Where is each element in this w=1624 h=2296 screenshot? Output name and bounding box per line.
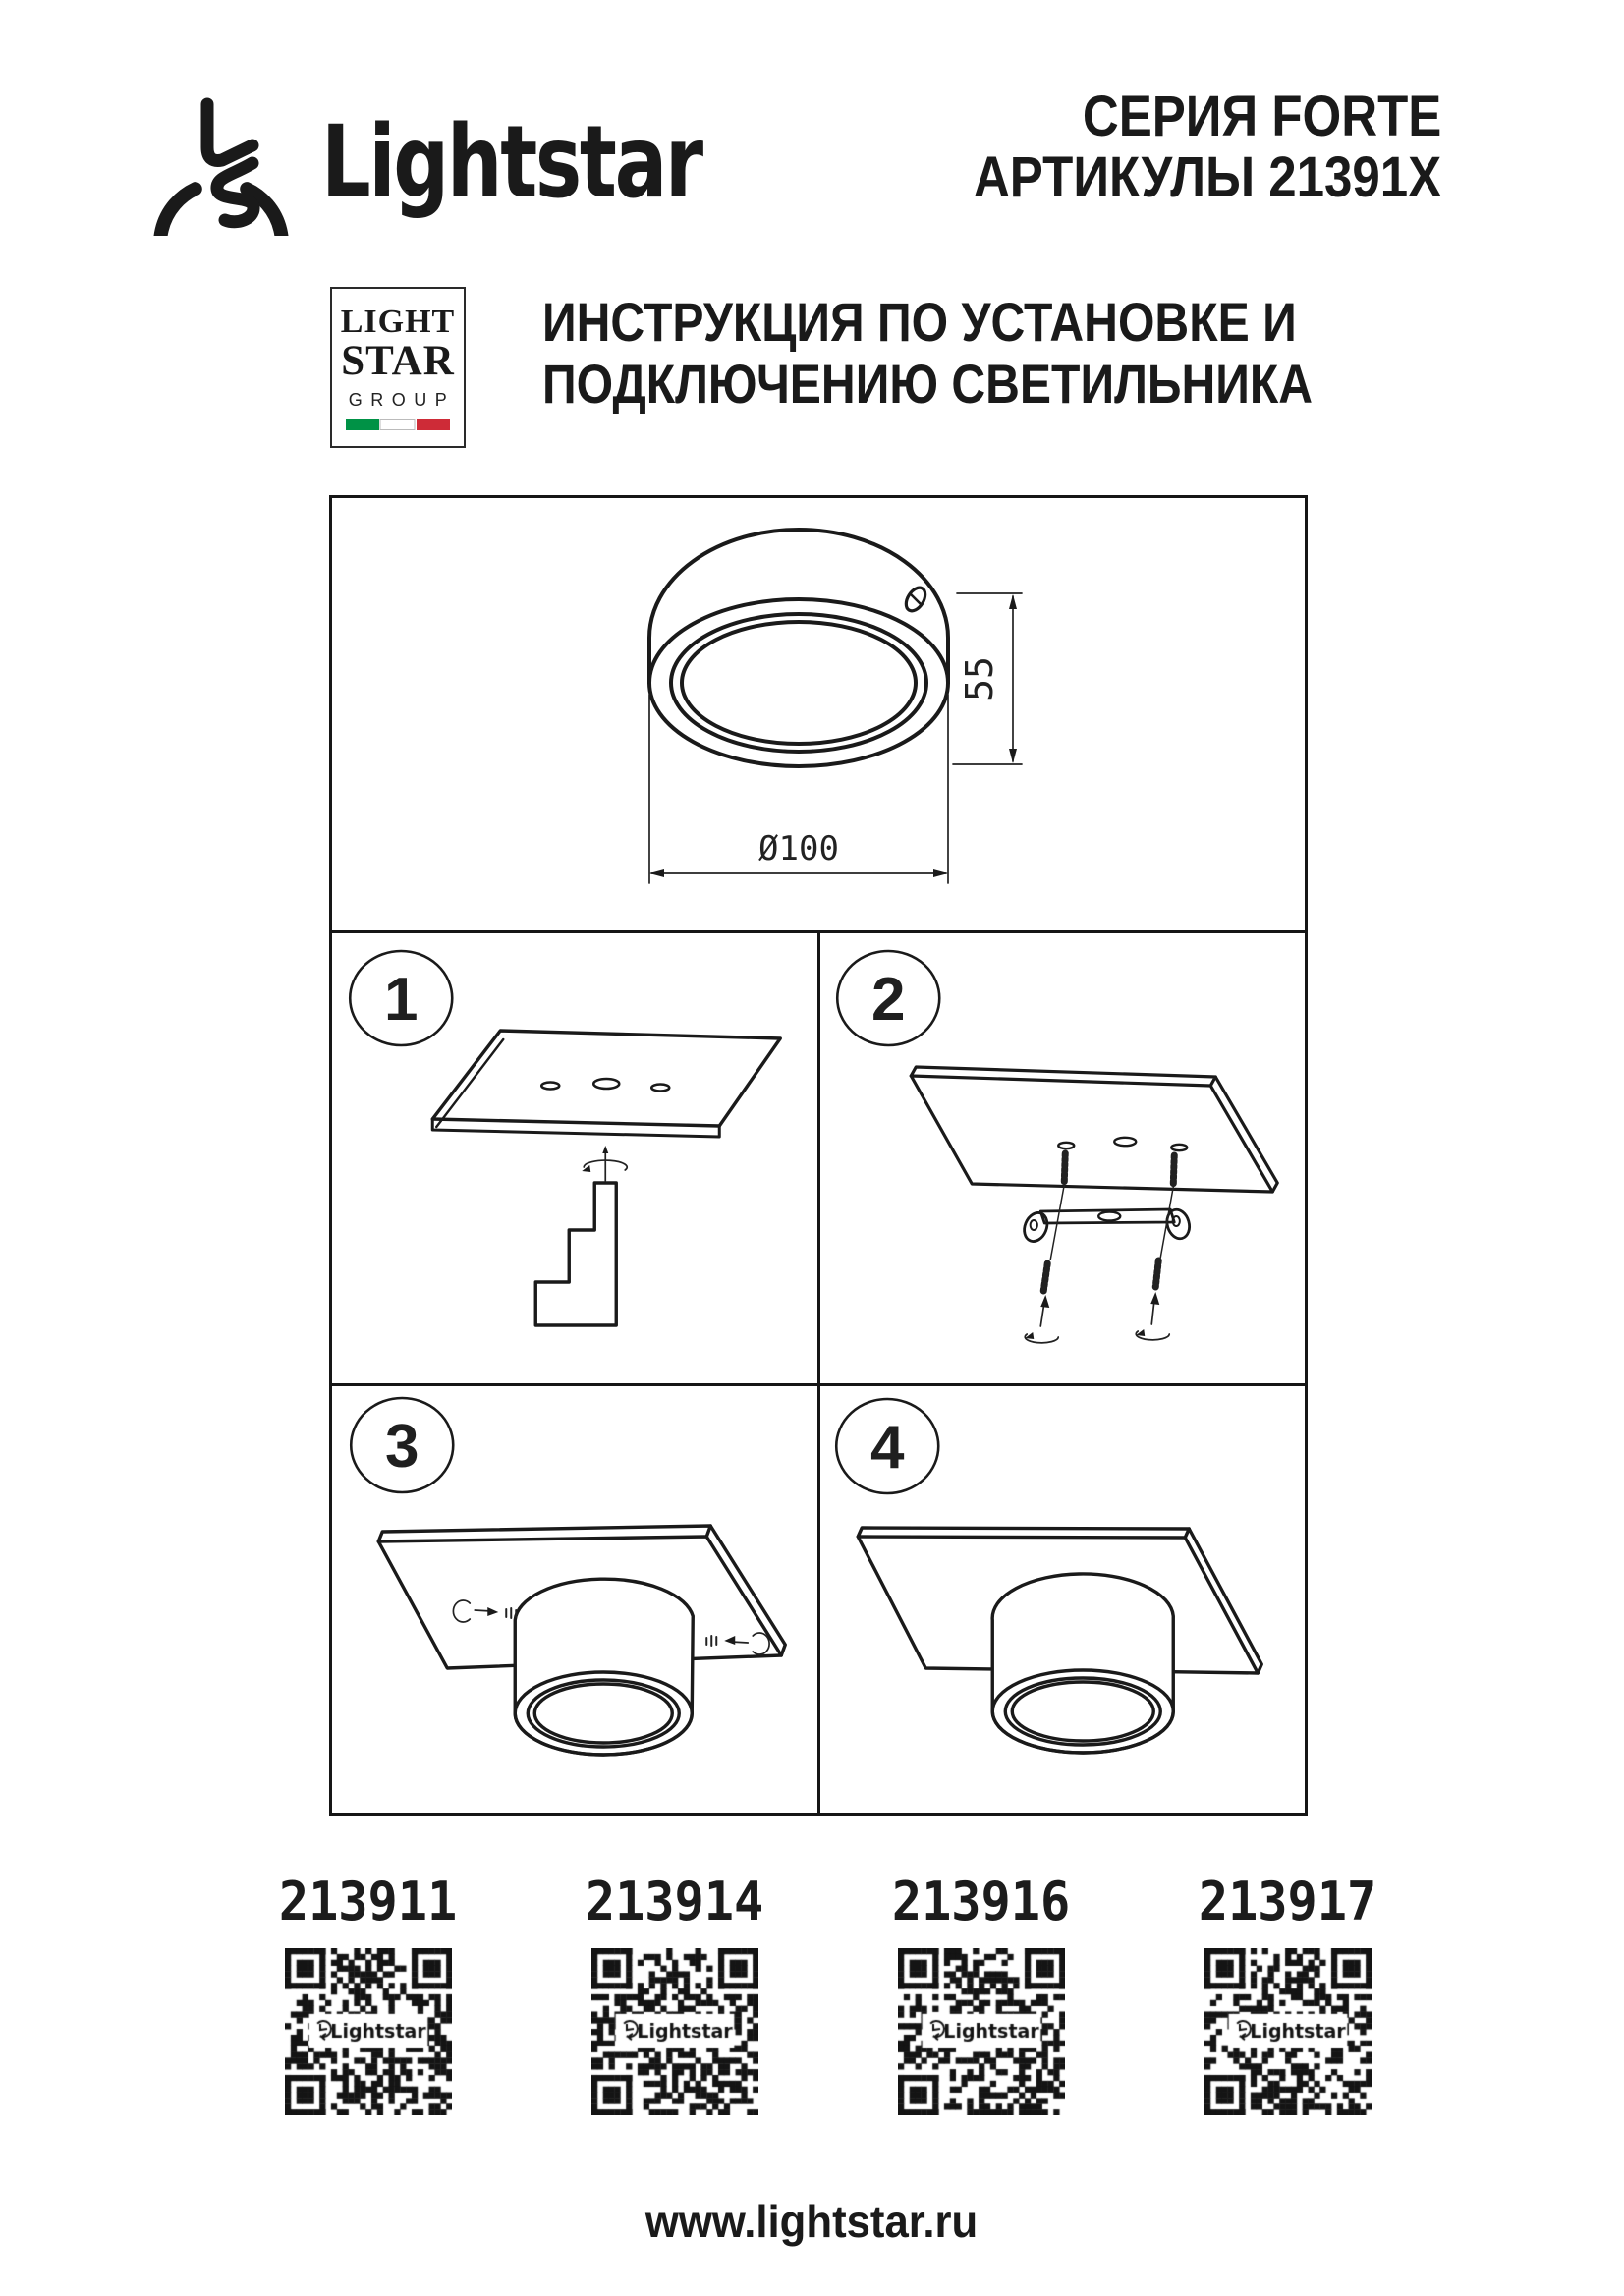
article-item xyxy=(1165,1871,1411,2115)
qr-code xyxy=(1204,1948,1372,2115)
article-item xyxy=(246,1871,491,2115)
italian-flag-stripe xyxy=(346,419,450,430)
panel-step-4 xyxy=(817,1386,1306,1813)
group-logo-group: GROUP xyxy=(348,390,456,410)
article-code: 213914 xyxy=(586,1871,764,1932)
lightstar-group-logo xyxy=(330,287,466,448)
website-url: www.lightstar.ru xyxy=(645,2196,979,2247)
screw-hole-icon xyxy=(902,585,928,615)
step-3-number: 3 xyxy=(385,1413,420,1481)
mounting-screws-icon xyxy=(1025,1153,1174,1343)
screw-rotation-icon xyxy=(582,1146,627,1181)
footer xyxy=(0,2195,1624,2248)
step-1-number: 1 xyxy=(384,966,419,1034)
articles-title: АРТИКУЛЫ 21391X xyxy=(973,145,1441,209)
step-1-drawing xyxy=(332,933,817,1383)
lightstar-bulb-icon xyxy=(142,47,752,236)
article-item xyxy=(552,1871,798,2115)
diameter-dimension-label: Ø100 xyxy=(758,829,839,868)
article-item xyxy=(859,1871,1104,2115)
step-number-badge xyxy=(837,951,939,1045)
series-title: СЕРИЯ FORTE xyxy=(1082,84,1441,148)
panel-step-1 xyxy=(332,933,817,1383)
qr-code xyxy=(591,1948,758,2115)
brand-wordmark: Lightstar xyxy=(321,103,701,221)
step-2-drawing xyxy=(820,933,1306,1383)
article-code: 213911 xyxy=(279,1871,458,1932)
qr-code xyxy=(898,1948,1065,2115)
fixture-drawing xyxy=(332,498,1305,930)
page-title-line1: ИНСТРУКЦИЯ ПО УСТАНОВКЕ И xyxy=(542,291,1297,353)
step-3-drawing xyxy=(332,1386,817,1813)
series-header xyxy=(910,86,1441,208)
step-2-number: 2 xyxy=(870,966,905,1034)
step-number-badge xyxy=(351,1398,453,1492)
lightstar-logo xyxy=(142,47,752,236)
step-4-drawing xyxy=(820,1386,1306,1813)
article-list xyxy=(246,1871,1411,2115)
panel-fixture-dimensions xyxy=(332,498,1305,933)
page-title-line2: ПОДКЛЮЧЕНИЮ СВЕТИЛЬНИКА xyxy=(542,353,1314,415)
panel-step-3 xyxy=(332,1386,817,1813)
article-code: 213916 xyxy=(892,1871,1071,1932)
article-code: 213917 xyxy=(1199,1871,1377,1932)
page-title xyxy=(542,291,1438,415)
height-dimension-label: 55 xyxy=(958,656,1001,701)
group-logo-star: STAR xyxy=(341,338,455,384)
qr-code xyxy=(285,1948,452,2115)
step-4-number: 4 xyxy=(869,1414,904,1482)
group-logo-light: LIGHT xyxy=(340,304,456,340)
step-number-badge xyxy=(350,951,452,1045)
diagram-grid xyxy=(329,495,1308,1816)
panel-step-2 xyxy=(817,933,1306,1383)
step-number-badge xyxy=(836,1399,938,1493)
